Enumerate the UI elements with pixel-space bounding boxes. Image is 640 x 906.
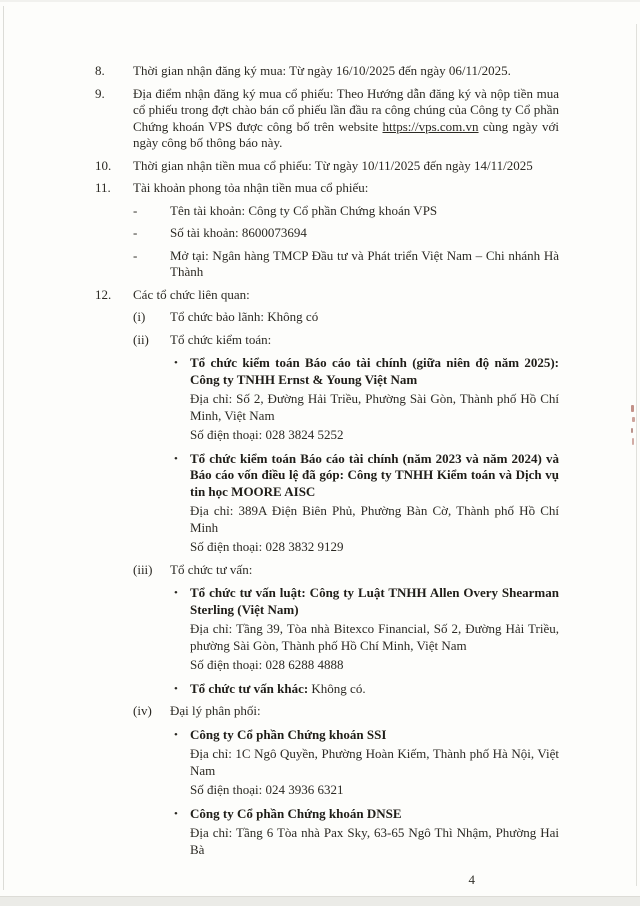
distributor-ssi-phone: Số điện thoại: 024 3936 6321 (190, 782, 344, 797)
item-9-text-before-link: Địa điểm nhận đăng ký mua cổ phiếu: Theo Hướng dẫn đăng ký và nộp tiền mua cổ phiếu trong đợt chào bán cổ phiếu lần đầu ra công chúng của Công ty Cổ phần Chứng khoán VPS được công bố trên website (133, 85, 559, 134)
roman-marker-iii: (iii) (133, 561, 153, 577)
roman-item-i (133, 309, 559, 326)
vps-website-link[interactable]: https://vps.com.vn (382, 118, 479, 134)
bullet-icon: • (174, 807, 178, 820)
bullet-icon: • (174, 452, 178, 465)
item-11-text: Tài khoản phong tỏa nhận tiền mua cổ phiếu: (133, 180, 369, 195)
distributors-heading: Đại lý phân phối: (170, 703, 261, 718)
bullet-icon: • (174, 357, 178, 369)
item-9-text-after-link: cùng ngày với ngày công bố thông báo này. (133, 118, 560, 150)
item-9-number: 9. (95, 85, 105, 101)
list-item-12 (95, 287, 559, 859)
account-number-line: Số tài khoản: 8600073694 (170, 225, 307, 240)
dash-marker: - (133, 225, 138, 240)
list-item-9 (95, 86, 559, 152)
advisors-heading: Tổ chức tư vấn: (170, 561, 253, 577)
list-item-11 (95, 180, 559, 281)
bullet-item-distributor-ssi (170, 727, 559, 799)
dash-item-account-name (133, 203, 559, 220)
dash-item-bank (133, 248, 559, 281)
auditors-heading: Tổ chức kiểm toán: (170, 331, 272, 347)
auditor-ey-address: Địa chỉ: Số 2, Đường Hải Triều, Phường Sài Gòn, Thành phố Hồ Chí Minh, Việt Nam (190, 391, 559, 423)
item-11-number: 11. (95, 180, 111, 195)
roman-item-iv (133, 703, 559, 858)
auditor-ey-name: Tổ chức kiểm toán Báo cáo tài chính (giữa niên độ năm 2025): Công ty TNHH Ernst & Young Việt Nam (190, 355, 559, 387)
auditor-ey-phone: Số điện thoại: 028 3824 5252 (190, 427, 344, 442)
item-9-text (133, 86, 559, 152)
dash-marker: - (133, 247, 138, 263)
guarantor-line: Tổ chức bảo lãnh: Không có (170, 309, 319, 324)
item-10-number: 10. (95, 157, 112, 173)
distributor-dnse-name: Công ty Cổ phần Chứng khoán DNSE (190, 805, 402, 821)
list-item-8 (95, 63, 559, 80)
roman-item-ii (133, 332, 559, 556)
roman-item-iii (133, 562, 559, 698)
distributor-ssi-address: Địa chỉ: 1C Ngô Quyền, Phường Hoàn Kiếm, Thành phố Hà Nội, Việt Nam (190, 746, 559, 778)
bank-line: Mở tại: Ngân hàng TMCP Đầu tư và Phát triển Việt Nam – Chi nhánh Hà Thành (170, 247, 559, 279)
roman-marker-iv: (iv) (133, 703, 152, 718)
other-advisor-label: Tổ chức tư vấn khác: (190, 680, 309, 696)
auditor-moore-address: Địa chỉ: 389A Điện Biên Phủ, Phường Bàn Cờ, Thành phố Hồ Chí Minh (190, 503, 559, 535)
item-12-number: 12. (95, 286, 112, 302)
roman-marker-i: (i) (133, 309, 146, 324)
bullet-item-distributor-dnse (170, 806, 559, 859)
distributor-dnse-address: Địa chỉ: Tầng 6 Tòa nhà Pax Sky, 63-65 Ngô Thì Nhậm, Phường Hai Bà (190, 825, 559, 857)
account-name-line: Tên tài khoản: Công ty Cổ phần Chứng khoán VPS (170, 202, 438, 218)
item-8-number: 8. (95, 63, 105, 78)
dash-item-account-number (133, 225, 559, 242)
dash-marker: - (133, 202, 138, 218)
legal-advisor-phone: Số điện thoại: 028 6288 4888 (190, 657, 344, 672)
bullet-item-other-advisor (170, 681, 559, 698)
legal-advisor-address: Địa chỉ: Tầng 39, Tòa nhà Bitexco Financial, Số 2, Đường Hải Triều, phường Sài Gòn, Thành phố Hồ Chí Minh, Việt Nam (190, 621, 559, 653)
item-10-text: Thời gian nhận tiền mua cổ phiếu: Từ ngày 10/11/2025 đến ngày 14/11/2025 (133, 157, 533, 173)
bullet-item-auditor-ey (170, 355, 559, 444)
page-number: 4 (468, 872, 475, 887)
bullet-item-auditor-moore (170, 451, 559, 556)
distributor-ssi-name: Công ty Cổ phần Chứng khoán SSI (190, 726, 387, 742)
other-advisor-value: Không có. (308, 680, 366, 696)
bullet-item-legal-advisor (170, 585, 559, 674)
item-12-text: Các tổ chức liên quan: (133, 286, 250, 302)
item-8-text: Thời gian nhận đăng ký mua: Từ ngày 16/10/2025 đến ngày 06/11/2025. (133, 63, 511, 78)
bullet-icon: • (174, 587, 178, 599)
legal-advisor-name: Tổ chức tư vấn luật: Công ty Luật TNHH Allen Overy Shearman Sterling (Việt Nam) (190, 585, 559, 617)
auditor-moore-name: Tổ chức kiểm toán Báo cáo tài chính (năm 2023 và năm 2024) và Báo cáo vốn điều lệ đã góp: Công ty TNHH Kiểm toán và Dịch vụ tin học MOORE AISC (190, 450, 559, 499)
other-advisor-line (190, 681, 559, 698)
list-item-10 (95, 158, 559, 175)
bullet-icon: • (174, 728, 178, 741)
roman-marker-ii: (ii) (133, 331, 149, 347)
auditor-moore-phone: Số điện thoại: 028 3832 9129 (190, 539, 344, 554)
bullet-icon: • (174, 682, 178, 695)
